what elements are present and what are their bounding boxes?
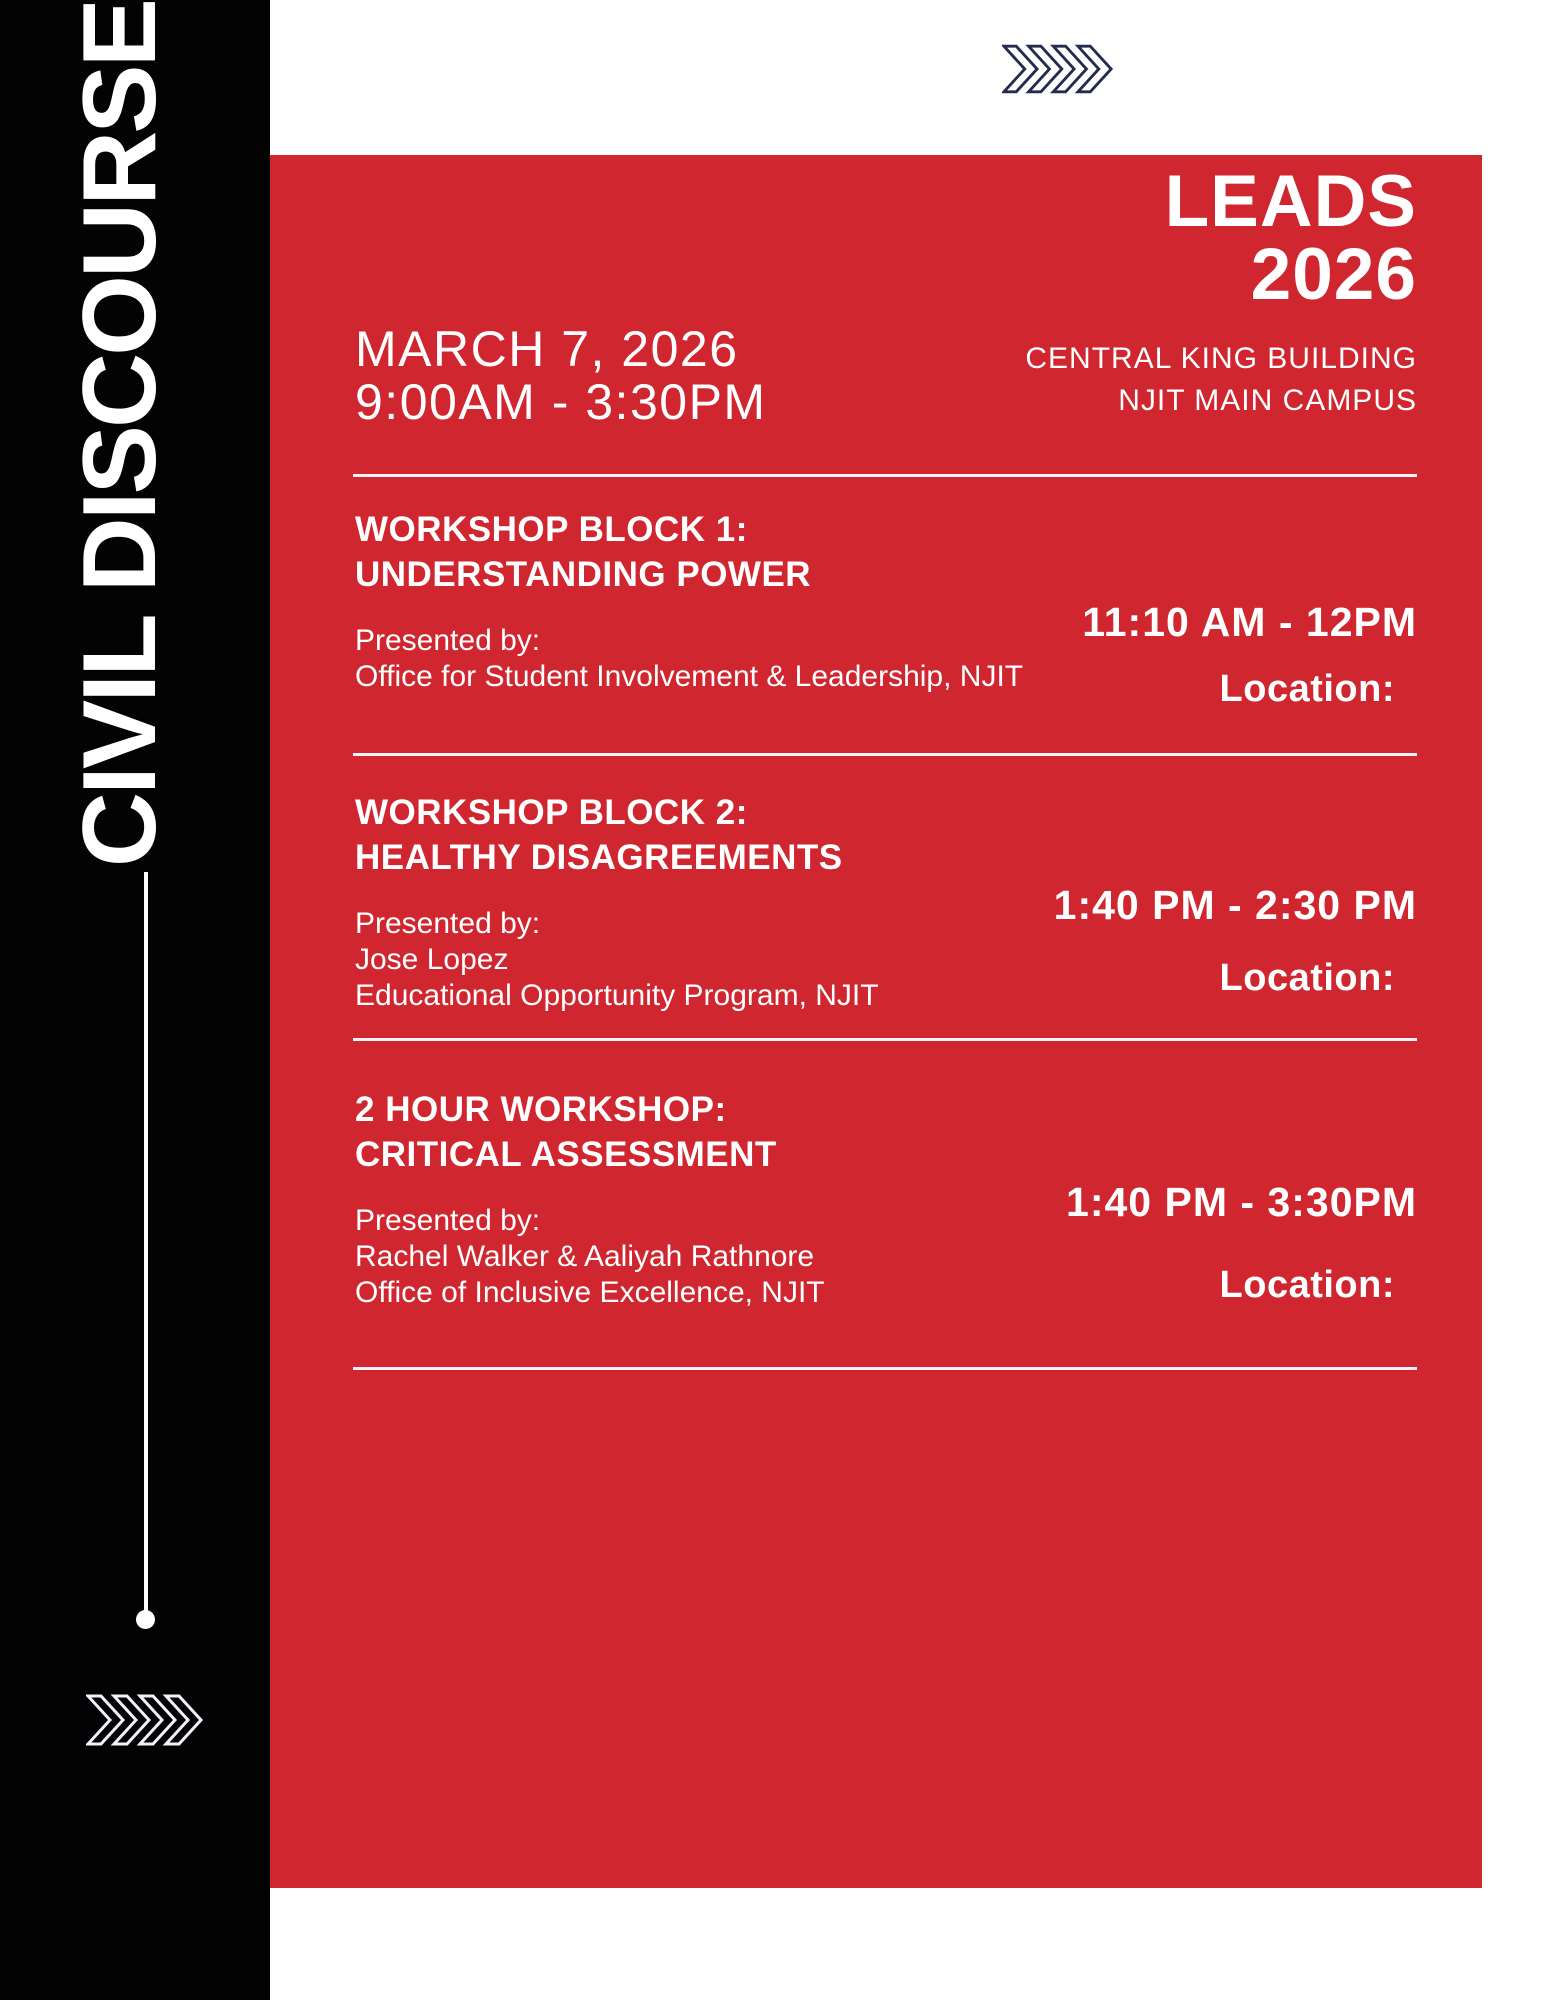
workshop-1-details xyxy=(355,507,1055,695)
quad-chevron-right-icon xyxy=(86,1694,204,1746)
divider xyxy=(353,1367,1417,1370)
red-content-panel xyxy=(270,155,1482,1888)
workshop-3-time: 1:40 PM - 3:30PM xyxy=(1066,1179,1417,1225)
divider xyxy=(353,1038,1417,1041)
venue-building: CENTRAL KING BUILDING xyxy=(1025,342,1417,375)
venue-campus: NJIT MAIN CAMPUS xyxy=(1118,384,1417,417)
event-title-block xyxy=(1025,161,1417,422)
event-date: MARCH 7, 2026 xyxy=(355,321,739,377)
divider xyxy=(353,753,1417,756)
workshop-1-title-line2: UNDERSTANDING POWER xyxy=(355,555,812,594)
event-title-line2: 2026 xyxy=(1250,234,1417,315)
workshop-2-title-line2: HEALTHY DISAGREEMENTS xyxy=(355,838,843,877)
event-date-time xyxy=(355,323,767,429)
workshop-1-title-line1: WORKSHOP BLOCK 1: xyxy=(355,510,748,549)
workshop-1-schedule xyxy=(1082,600,1417,711)
workshop-2-time: 1:40 PM - 2:30 PM xyxy=(1053,882,1417,928)
workshop-2-schedule xyxy=(1054,883,1417,1000)
divider xyxy=(353,474,1417,477)
workshop-3-schedule xyxy=(1066,1180,1417,1307)
event-title-line1: LEADS xyxy=(1164,161,1417,242)
workshop-2-title-line1: WORKSHOP BLOCK 2: xyxy=(355,793,748,832)
workshop-2-presenters xyxy=(355,906,1055,1014)
line-end-dot xyxy=(136,1610,155,1629)
event-hours: 9:00AM - 3:30PM xyxy=(355,374,767,430)
vertical-line-decor xyxy=(144,872,148,1612)
presenter-line: Rachel Walker & Aaliyah Rathnore xyxy=(355,1240,815,1273)
presenter-line: Office for Student Involvement & Leadership, NJIT xyxy=(355,660,1024,693)
workshop-2-details xyxy=(355,790,1055,1014)
vertical-title: CIVIL DISCOURSE xyxy=(62,1,178,868)
workshop-3-presenters xyxy=(355,1203,1055,1311)
workshop-3-title-line2: CRITICAL ASSESSMENT xyxy=(355,1135,777,1174)
vertical-title-wrap xyxy=(30,1,210,868)
presenter-line: Jose Lopez xyxy=(355,943,509,976)
presenter-line: Educational Opportunity Program, NJIT xyxy=(355,979,879,1012)
presented-by-label: Presented by: xyxy=(355,1204,541,1237)
presented-by-label: Presented by: xyxy=(355,624,541,657)
quad-chevron-right-icon xyxy=(1002,44,1114,94)
presented-by-label: Presented by: xyxy=(355,907,541,940)
workshop-3-location-label: Location: xyxy=(1219,1264,1395,1306)
workshop-2-location-label: Location: xyxy=(1219,957,1395,999)
workshop-3-title-line1: 2 HOUR WORKSHOP: xyxy=(355,1090,727,1129)
venue-block xyxy=(1025,338,1417,422)
workshop-1-location-label: Location: xyxy=(1219,668,1395,710)
workshop-3-details xyxy=(355,1087,1055,1311)
workshop-1-time: 11:10 AM - 12PM xyxy=(1082,599,1417,645)
presenter-line: Office of Inclusive Excellence, NJIT xyxy=(355,1276,825,1309)
workshop-1-presenters xyxy=(355,623,1055,695)
